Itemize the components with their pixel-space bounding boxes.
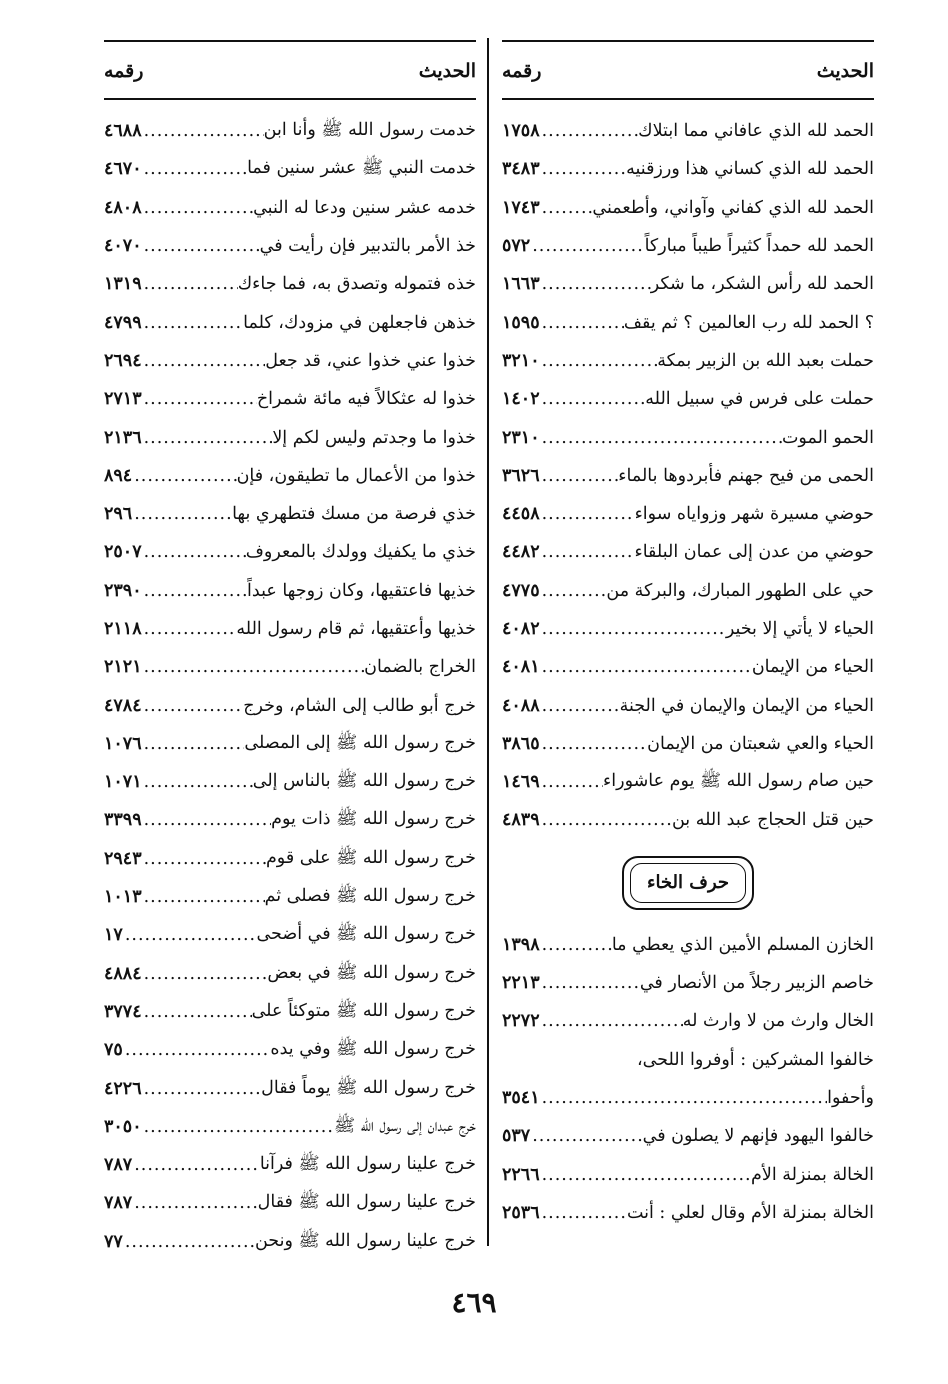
entry-number: ٣٤٨٣ <box>502 159 540 180</box>
leader-dots <box>142 696 244 716</box>
entry-number: ٣٣٩٩ <box>104 810 142 831</box>
index-entry <box>104 916 476 954</box>
leader-dots <box>540 1165 751 1185</box>
entry-text: خذ الأمر بالتدبير فإن رأيت في <box>259 236 476 257</box>
leader-dots <box>530 236 644 256</box>
leader-dots <box>142 1117 334 1137</box>
entry-number: ٤٨٠٨ <box>104 197 142 218</box>
entry-number: ٤٤٨٢ <box>502 542 540 563</box>
leader-dots <box>142 810 272 830</box>
leader-dots <box>132 1193 257 1213</box>
entry-number: ٤٤٥٨ <box>502 504 540 525</box>
entry-number: ٢٣١٠ <box>502 427 540 448</box>
index-entry <box>104 303 476 341</box>
leader-dots <box>540 274 651 294</box>
entry-text: الحياء لا يأتي إلا بخير <box>725 619 874 639</box>
entry-text: خرج عبدان إلى رسول الله ﷺ <box>334 1115 476 1136</box>
entry-number: ٤٢٢٦ <box>104 1078 142 1099</box>
index-entry <box>502 725 874 763</box>
entry-number: ٤٠٨١ <box>502 657 540 678</box>
leader-dots <box>142 887 265 907</box>
index-entry <box>104 955 476 993</box>
leader-dots <box>142 964 268 984</box>
leader-dots <box>540 734 648 754</box>
index-entry <box>502 964 874 1002</box>
index-entry <box>104 265 476 303</box>
hadith-header: الحديث <box>816 60 874 82</box>
index-entry <box>104 1146 476 1184</box>
index-entry <box>104 533 476 571</box>
entry-number: ١٤٠٢ <box>502 389 540 410</box>
entry-text: حوضي من عدن إلى عمان البلقاء <box>634 542 874 563</box>
entry-text: الخالة بمنزلة الأم وقال لعلي : أنت <box>626 1202 874 1223</box>
entry-number: ٤٦٨٨ <box>104 121 142 142</box>
entry-text: الخازن المسلم الأمين الذي يعطي ما <box>611 934 874 955</box>
top-rule <box>502 40 874 42</box>
page-number: ٤٦٩ <box>451 1286 497 1319</box>
entry-number: ٢١٣٦ <box>104 427 142 448</box>
entry-text: خذيها فاعتقيها، وكان زوجها عبداً <box>247 580 476 601</box>
index-entry <box>502 610 874 648</box>
leader-dots <box>142 274 238 294</box>
index-entry <box>104 457 476 495</box>
entry-number: ٤٧٩٩ <box>104 312 142 333</box>
leader-dots <box>142 351 266 371</box>
entry-text: الخراج بالضمان <box>364 657 476 678</box>
index-entry <box>502 265 874 303</box>
entry-number: ١٣٩٨ <box>502 934 540 955</box>
entry-text: خذي فرصة من مسك فتطهري بها <box>232 504 476 525</box>
entry-text: خذوا ما وجدتم وليس لكم إلا <box>272 427 476 448</box>
index-entry <box>502 1155 874 1193</box>
leader-dots <box>142 619 237 639</box>
index-entry <box>502 686 874 724</box>
leader-dots <box>142 734 245 754</box>
column-divider <box>487 38 489 1246</box>
entry-number: ١٣١٩ <box>104 274 142 295</box>
entry-number: ٢٦٩٤ <box>104 350 142 371</box>
entry-text: وأحفوا <box>827 1087 874 1108</box>
entry-text: خرج رسول الله ﷺ بالناس إلى <box>252 771 476 792</box>
entry-text: خرج رسول الله ﷺ إلى المصلى <box>244 732 476 753</box>
header-rule <box>502 98 874 100</box>
entry-text: خالفوا المشركين : أوفروا اللحى، <box>636 1049 874 1070</box>
index-entry <box>502 112 874 150</box>
entry-number: ٤٧٨٤ <box>104 695 142 716</box>
leader-dots <box>540 542 635 562</box>
leader-dots <box>540 1203 627 1223</box>
number-header: رقمه <box>502 60 542 82</box>
entry-text: خذيها وأعتقيها، ثم قام رسول الله <box>236 619 476 639</box>
entry-number: ٧٨٧ <box>104 1193 133 1214</box>
entry-number: ٣٨٦٥ <box>502 733 540 754</box>
index-entry <box>104 1031 476 1069</box>
entry-text: الحياء والعي شعبتان من الإيمان <box>647 733 874 754</box>
entry-number: ١٦٦٣ <box>502 274 540 295</box>
entry-text: خالفوا اليهود فإنهم لا يصلون في <box>642 1126 874 1147</box>
leader-dots <box>540 1088 828 1108</box>
entry-text: خرج رسول الله ﷺ ذات يوم <box>271 809 476 830</box>
top-rule <box>104 40 476 42</box>
index-entry <box>104 610 476 648</box>
index-entry <box>502 763 874 801</box>
leader-dots <box>123 1232 255 1252</box>
entry-number: ٢٧١٣ <box>104 389 142 410</box>
entry-text: حي على الطهور المبارك، والبركة من <box>606 580 874 601</box>
leader-dots <box>132 1155 260 1175</box>
leader-dots <box>540 428 782 448</box>
leader-dots <box>142 313 244 333</box>
column-header <box>502 56 874 86</box>
entry-number: ٢٩٦ <box>104 504 133 525</box>
entry-text: حين صام رسول الله ﷺ يوم عاشوراء <box>603 771 874 792</box>
entry-text: خرج رسول الله ﷺ وفي يده <box>270 1039 476 1060</box>
entry-text: خاصم الزبير رجلاً من الأنصار في <box>639 973 874 994</box>
entry-number: ٣٠٥٠ <box>104 1116 142 1137</box>
entry-text: خرج رسول الله ﷺ فصلى ثم <box>264 886 476 907</box>
leader-dots <box>540 389 646 409</box>
entry-text: خذوا من الأعمال ما تطيقون، فإن <box>236 465 476 486</box>
leader-dots <box>142 581 247 601</box>
leader-dots <box>540 657 752 677</box>
leader-dots <box>142 159 247 179</box>
index-entry <box>502 1194 874 1232</box>
entry-text: خرج أبو طالب إلى الشام، وخرج <box>243 695 476 716</box>
entry-number: ٣٥٤١ <box>502 1087 540 1108</box>
entry-text: خذوا عني خذوا عني، قد جعل <box>265 350 476 371</box>
leader-dots <box>123 925 257 945</box>
entry-number: ١٧ <box>104 925 123 946</box>
index-entry <box>502 1002 874 1040</box>
leader-dots <box>142 1002 252 1022</box>
leader-dots <box>540 581 607 601</box>
entry-number: ٣٢١٠ <box>502 350 540 371</box>
entry-number: ٥٧٢ <box>502 236 531 257</box>
entry-number: ١٤٦٩ <box>502 772 540 793</box>
index-entry <box>104 418 476 456</box>
index-entry <box>104 801 476 839</box>
entry-text: خذهن فاجعلهن في مزودك، كلما <box>243 312 476 333</box>
section-heading: حرف الخاء <box>630 863 746 903</box>
entry-text: الحمد لله رأس الشكر، ما شكر <box>650 274 874 295</box>
leader-dots <box>540 772 603 792</box>
leader-dots <box>142 121 264 141</box>
index-entry <box>502 457 874 495</box>
index-entry <box>502 189 874 227</box>
index-entry <box>104 686 476 724</box>
index-entry <box>104 189 476 227</box>
index-entry <box>502 495 874 533</box>
index-entry <box>104 648 476 686</box>
entry-number: ١٧٤٣ <box>502 197 540 218</box>
index-entry <box>502 342 874 380</box>
index-entry <box>104 1108 476 1146</box>
index-entry <box>502 1079 874 1117</box>
leader-dots <box>540 313 624 333</box>
index-entry <box>104 227 476 265</box>
entry-text: حملت بعبد الله بن الزبير بمكة <box>657 350 874 371</box>
entry-text: خدمت رسول الله ﷺ وأنا ابن <box>263 120 476 141</box>
index-entry <box>502 926 874 964</box>
leader-dots <box>142 542 246 562</box>
entry-text: الخال وارث من لا وارث له <box>682 1011 874 1032</box>
index-entry <box>104 725 476 763</box>
leader-dots <box>142 389 257 409</box>
entry-number: ١٠١٣ <box>104 887 142 908</box>
index-entry <box>104 993 476 1031</box>
entry-number: ٣٧٧٤ <box>104 1001 142 1022</box>
entry-text: الحمى من فيح جهنم فأبردوها بالماء <box>618 465 874 486</box>
entry-number: ٢٢٦٦ <box>502 1164 540 1185</box>
leader-dots <box>540 159 627 179</box>
index-entry <box>104 342 476 380</box>
entry-text: خذوا له عثكالاً فيه مائة شمراخ <box>256 389 476 410</box>
entry-number: ٤٨٨٤ <box>104 963 142 984</box>
leader-dots <box>540 504 635 524</box>
entry-number: ٧٨٧ <box>104 1155 133 1176</box>
entry-number: ٢٥٣٦ <box>502 1202 540 1223</box>
entry-number: ٨٩٤ <box>104 465 133 486</box>
leader-dots <box>142 236 260 256</box>
hadith-header: الحديث <box>418 60 476 82</box>
entry-number: ٣٦٢٦ <box>502 465 540 486</box>
entry-number: ١٠٧١ <box>104 772 142 793</box>
entry-text: الخالة بمنزلة الأم <box>751 1164 874 1185</box>
index-entry <box>104 112 476 150</box>
entry-text: حملت على فرس في سبيل الله <box>645 389 874 410</box>
right-column <box>502 40 874 1232</box>
entry-text: خرج علينا رسول الله ﷺ فقال <box>257 1192 476 1213</box>
right-rows-after <box>502 926 874 1232</box>
entry-number: ٤٠٧٠ <box>104 236 142 257</box>
entry-text: الحياء من الإيمان والإيمان في الجنة <box>619 695 874 716</box>
leader-dots <box>540 973 640 993</box>
leader-dots <box>142 772 253 792</box>
entry-number: ١٥٩٥ <box>502 312 540 333</box>
leader-dots <box>540 1011 683 1031</box>
index-entry <box>104 840 476 878</box>
leader-dots <box>540 935 612 955</box>
entry-number: ٤٨٣٩ <box>502 810 540 831</box>
entry-text: خدمه عشر سنين ودعا له النبي <box>253 197 476 218</box>
left-rows <box>104 112 476 1261</box>
leader-dots <box>540 619 726 639</box>
leader-dots <box>530 1126 642 1146</box>
leader-dots <box>540 121 639 141</box>
index-entry <box>502 1117 874 1155</box>
entry-number: ١٠٧٦ <box>104 733 142 754</box>
index-entry <box>502 380 874 418</box>
leader-dots <box>540 810 672 830</box>
index-entry <box>104 878 476 916</box>
leader-dots <box>123 1040 271 1060</box>
leader-dots <box>132 504 232 524</box>
entry-number: ٢١٢١ <box>104 657 142 678</box>
entry-text: خدمت النبي ﷺ عشر سنين فما <box>247 158 476 179</box>
entry-number: ٢٢١٣ <box>502 973 540 994</box>
entry-number: ٥٣٧ <box>502 1126 531 1147</box>
index-entry <box>502 418 874 456</box>
leader-dots <box>540 198 593 218</box>
entry-number: ١٧٥٨ <box>502 121 540 142</box>
index-entry <box>104 1184 476 1222</box>
leader-dots <box>142 657 365 677</box>
entry-text: الحمو الموت <box>781 427 874 448</box>
index-entry <box>502 1041 874 1079</box>
entry-number: ٢٩٤٣ <box>104 848 142 869</box>
entry-text: خذه فتموله وتصدق به، فما جاءك <box>237 274 476 295</box>
leader-dots <box>132 466 236 486</box>
index-entry <box>502 648 874 686</box>
index-entry <box>502 150 874 188</box>
entry-text: خرج رسول الله ﷺ في أضحى <box>256 924 476 945</box>
index-entry <box>502 227 874 265</box>
leader-dots <box>540 696 620 716</box>
entry-text: خرج رسول الله ﷺ في بعض <box>267 962 476 983</box>
entry-number: ٧٧ <box>104 1231 123 1252</box>
entry-number: ٤٠٨٢ <box>502 619 540 639</box>
entry-text: خرج رسول الله ﷺ على قوم <box>265 847 476 868</box>
entry-number: ٤٠٨٨ <box>502 695 540 716</box>
index-entry <box>104 1223 476 1261</box>
index-entry <box>502 533 874 571</box>
entry-text: ؟ الحمد لله رب العالمين ؟ ثم يقف <box>623 312 874 333</box>
index-entry <box>104 763 476 801</box>
index-entry <box>502 303 874 341</box>
entry-number: ٤٧٧٥ <box>502 580 540 601</box>
index-entry <box>502 801 874 839</box>
entry-number: ٢٢٧٢ <box>502 1011 540 1032</box>
entry-text: خذي ما يكفيك وولدك بالمعروف <box>245 542 476 563</box>
index-entry <box>104 572 476 610</box>
entry-text: خرج علينا رسول الله ﷺ ونحن <box>254 1230 476 1251</box>
section-heading-box <box>622 856 754 910</box>
leader-dots <box>540 351 658 371</box>
entry-number: ٤٦٧٠ <box>104 159 142 180</box>
entry-text: حين قتل الحجاج عبد الله بن <box>671 810 874 831</box>
index-entry <box>104 1069 476 1107</box>
entry-number: ٧٥ <box>104 1040 123 1061</box>
leader-dots <box>142 198 253 218</box>
index-entry <box>104 150 476 188</box>
leader-dots <box>142 849 266 869</box>
entry-text: الحمد لله حمداً كثيراً طيباً مباركاً <box>644 236 874 257</box>
entry-text: الحمد لله الذي عافاني مما ابتلاك <box>638 121 874 142</box>
entry-text: الحمد لله الذي كفاني وآواني، وأطعمني <box>592 197 874 218</box>
right-rows-before <box>502 112 874 840</box>
column-header <box>104 56 476 86</box>
entry-text: حوضي مسيرة شهر وزواياه سواء <box>634 504 874 525</box>
leader-dots <box>142 1079 262 1099</box>
leader-dots <box>142 428 273 448</box>
entry-text: خرج رسول الله ﷺ يوماً فقال <box>261 1077 476 1098</box>
entry-number: ٢٣٩٠ <box>104 580 142 601</box>
entry-text: خرج رسول الله ﷺ متوكئاً على <box>251 1000 476 1021</box>
left-column <box>104 40 476 1261</box>
number-header: رقمه <box>104 60 144 82</box>
leader-dots <box>540 466 619 486</box>
index-entry <box>104 495 476 533</box>
index-entry <box>502 572 874 610</box>
entry-text: الحمد لله الذي كساني هذا ورزقنيه <box>626 159 874 180</box>
entry-number: ٢١١٨ <box>104 619 142 639</box>
entry-number: ٢٥٠٧ <box>104 542 142 563</box>
index-entry <box>104 380 476 418</box>
header-rule <box>104 98 476 100</box>
entry-text: خرج علينا رسول الله ﷺ فرآنا <box>259 1154 476 1175</box>
entry-text: الحياء من الإيمان <box>751 657 874 678</box>
